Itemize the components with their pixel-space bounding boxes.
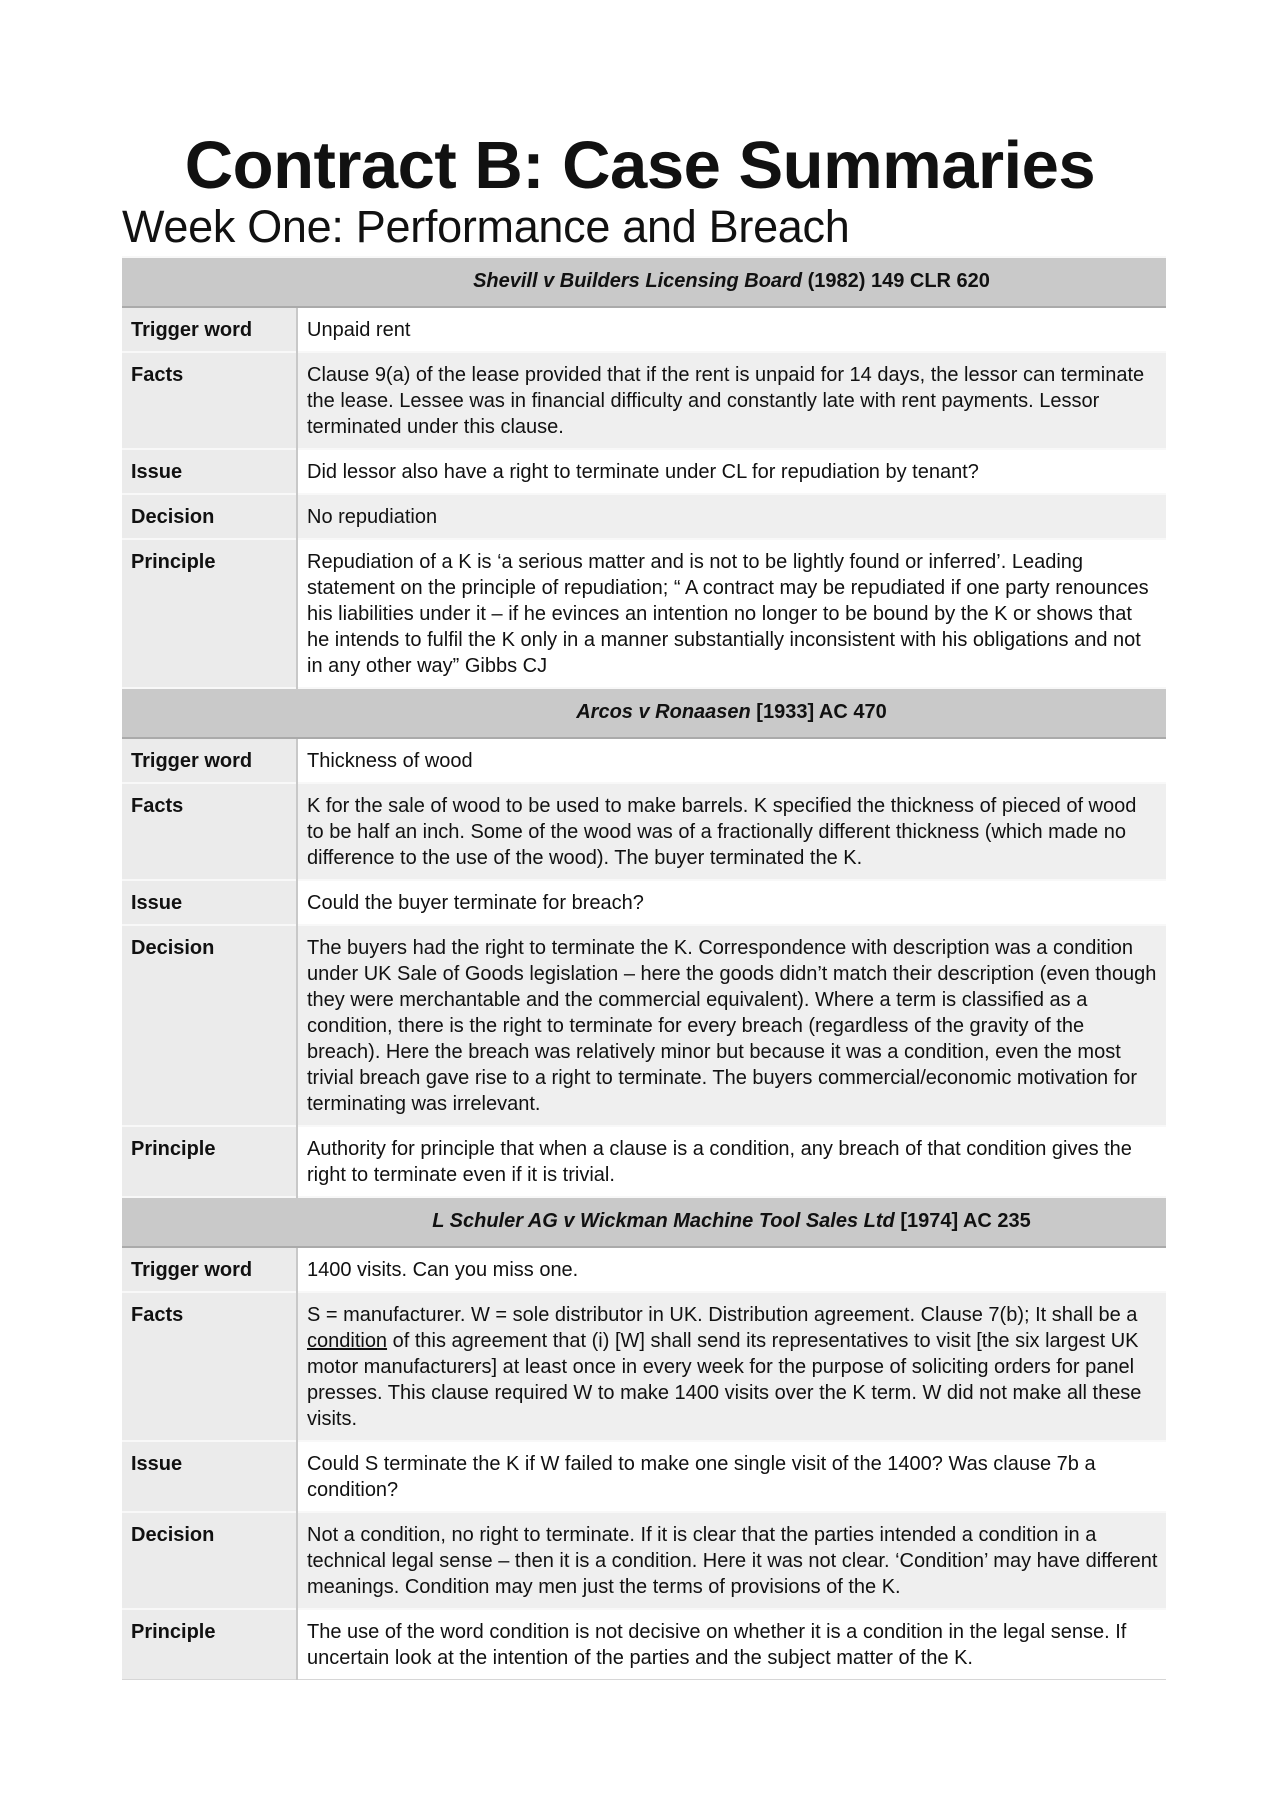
row-text: K for the sale of wood to be used to make barrels. K specified the thickness of pieced of wood to be half an inch. Some of the wood was of a fractionally different thickness (which made no difference to the use of the wood). The buyer terminated the K. [297, 783, 1166, 880]
row-label: Decision [122, 494, 297, 539]
row-text: Could S terminate the K if W failed to make one single visit of the 1400? Was clause 7b a condition? [297, 1441, 1166, 1512]
text-segment: S = manufacturer. W = sole distributor in UK. Distribution agreement. Clause 7(b); It shall be a [307, 1304, 1138, 1326]
table-row [122, 783, 1166, 880]
case-summaries-table [122, 256, 1166, 1680]
row-text: Not a condition, no right to terminate. If it is clear that the parties intended a condition in a technical legal sense – then it is a condition. Here it was not clear. ‘Condition’ may have different meanings. Condition may men just the terms of provisions of the K. [297, 1512, 1166, 1609]
case-citation: [1974] AC 235 [894, 1210, 1031, 1232]
row-label: Decision [122, 925, 297, 1126]
row-label: Principle [122, 1609, 297, 1680]
table-row [122, 1441, 1166, 1512]
table-row [122, 925, 1166, 1126]
row-label: Principle [122, 539, 297, 688]
row-label: Principle [122, 1126, 297, 1197]
case-citation: (1982) 149 CLR 620 [802, 270, 990, 292]
case-header-schuler [122, 1197, 1166, 1247]
row-label: Issue [122, 449, 297, 494]
row-text: Thickness of wood [297, 738, 1166, 783]
table-row [122, 1512, 1166, 1609]
underlined-term: condition [307, 1330, 388, 1352]
row-text: 1400 visits. Can you miss one. [297, 1247, 1166, 1292]
row-label: Issue [122, 880, 297, 925]
row-label: Facts [122, 1292, 297, 1441]
row-text: Authority for principle that when a clause is a condition, any breach of that condition gives the right to terminate even if it is trivial. [297, 1126, 1166, 1197]
row-text: No repudiation [297, 494, 1166, 539]
row-text: Repudiation of a K is ‘a serious matter and is not to be lightly found or inferred’. Leading statement on the principle of repudiation; “ A contract may be repudiated if one party renounces his liabilities under it – if he evinces an intention no longer to be bound by the K or shows that he intends to fulfil the K only in a manner substantially inconsistent with his obligations and not in any other way” Gibbs CJ [297, 539, 1166, 688]
table-row [122, 539, 1166, 688]
case-name: L Schuler AG v Wickman Machine Tool Sales Ltd [432, 1210, 895, 1232]
week-heading: Week One: Performance and Breach [122, 201, 850, 252]
row-text: The use of the word condition is not decisive on whether it is a condition in the legal sense. If uncertain look at the intention of the parties and the subject matter of the K. [297, 1609, 1166, 1680]
table-row [122, 880, 1166, 925]
case-citation: [1933] AC 470 [750, 701, 887, 723]
table-row [122, 352, 1166, 449]
table-row [122, 449, 1166, 494]
table-row [122, 738, 1166, 783]
row-label: Decision [122, 1512, 297, 1609]
case-name: Shevill v Builders Licensing Board [473, 270, 803, 292]
row-text: Did lessor also have a right to terminate under CL for repudiation by tenant? [297, 449, 1166, 494]
text-segment: of this agreement that (i) [W] shall send its representatives to visit [the six largest UK motor manufacturers] at least once in every week for the purpose of soliciting orders for panel presses. This clause required W to make 1400 visits over the K term. W did not make all these visits. [307, 1330, 1142, 1430]
table-row [122, 494, 1166, 539]
row-text: The buyers had the right to terminate the K. Correspondence with description was a condition under UK Sale of Goods legislation – here the goods didn’t match their description (even though they were merchantable and the commercial equivalent). Where a term is classified as a condition, there is the right to terminate for every breach (regardless of the gravity of the breach). Here the breach was relatively minor but because it was a condition, even the most trivial breach gave rise to a right to terminate. The buyers commercial/economic motivation for terminating was irrelevant. [297, 925, 1166, 1126]
page-title: Contract B: Case Summaries [184, 128, 1096, 203]
row-text: Could the buyer terminate for breach? [297, 880, 1166, 925]
row-label: Trigger word [122, 1247, 297, 1292]
row-label: Facts [122, 352, 297, 449]
table-row [122, 1126, 1166, 1197]
row-text: Unpaid rent [297, 307, 1166, 352]
row-text: Clause 9(a) of the lease provided that if the rent is unpaid for 14 days, the lessor can terminate the lease. Lessee was in financial difficulty and constantly late with rent payments. Lessor terminated under this clause. [297, 352, 1166, 449]
case-header-arcos [122, 688, 1166, 738]
table-row [122, 1292, 1166, 1441]
row-text [297, 1292, 1166, 1441]
table-row [122, 1609, 1166, 1680]
case-header-shevill [122, 257, 1166, 307]
row-label: Trigger word [122, 307, 297, 352]
table-row [122, 307, 1166, 352]
row-label: Issue [122, 1441, 297, 1512]
row-label: Trigger word [122, 738, 297, 783]
case-name: Arcos v Ronaasen [576, 701, 751, 723]
table-row [122, 1247, 1166, 1292]
row-label: Facts [122, 783, 297, 880]
